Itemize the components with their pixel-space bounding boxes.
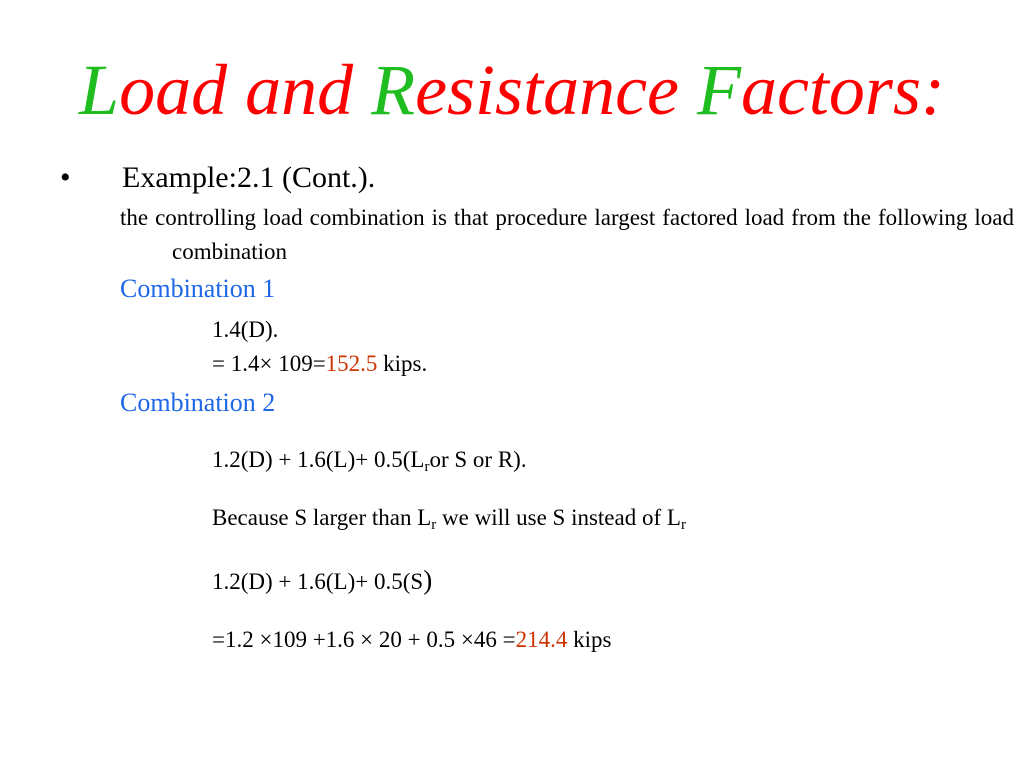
combination-2-formula-suffix: or S or R). bbox=[429, 447, 527, 472]
combination-1-units: kips. bbox=[377, 351, 428, 376]
formula-with-s-text: 1.2(D) + 1.6(L)+ 0.5(S bbox=[212, 569, 424, 594]
example-heading: Example:2.1 (Cont.). bbox=[122, 161, 376, 194]
combination-2-label: Combination 2 bbox=[120, 388, 276, 417]
title-text-oad-and: oad and bbox=[119, 50, 372, 130]
slide-title bbox=[0, 42, 1024, 138]
combination-1-calculation bbox=[212, 347, 427, 381]
because-prefix: Because S larger than L bbox=[212, 505, 432, 530]
combination-2-units: kips bbox=[567, 627, 612, 652]
combination-2-formula bbox=[212, 443, 527, 477]
intro-paragraph: the controlling load combination is that procedure largest factored load from the following load combination bbox=[120, 205, 1014, 264]
because-subscript-2: r bbox=[680, 517, 686, 533]
combination-2-formula-subscript: r bbox=[424, 459, 430, 475]
because-statement bbox=[212, 501, 686, 535]
combination-2-formula-prefix: 1.2(D) + 1.6(L)+ 0.5(L bbox=[212, 447, 425, 472]
combination-2-formula-with-s bbox=[212, 563, 432, 599]
title-letter-f: F bbox=[696, 50, 741, 130]
combination-1-result: 152.5 bbox=[325, 351, 378, 376]
title-letter-l: L bbox=[79, 50, 120, 130]
because-subscript-1: r bbox=[431, 517, 437, 533]
title-text-esistance: esistance bbox=[415, 50, 697, 130]
title-text-actors: actors: bbox=[740, 50, 945, 130]
because-middle: we will use S instead of L bbox=[436, 505, 681, 530]
bullet-icon: • bbox=[60, 161, 71, 194]
combination-1-label: Combination 1 bbox=[120, 274, 276, 303]
formula-with-s-closing-paren: ) bbox=[423, 565, 433, 595]
combination-2-result: 214.4 bbox=[515, 627, 568, 652]
combination-1-formula: 1.4(D). bbox=[212, 317, 279, 342]
combination-2-calc-prefix: =1.2 ×109 +1.6 × 20 + 0.5 ×46 = bbox=[212, 627, 516, 652]
combination-2-calculation bbox=[212, 623, 611, 657]
title-letter-r: R bbox=[371, 50, 416, 130]
combination-1-calc-prefix: = 1.4× 109= bbox=[212, 351, 326, 376]
